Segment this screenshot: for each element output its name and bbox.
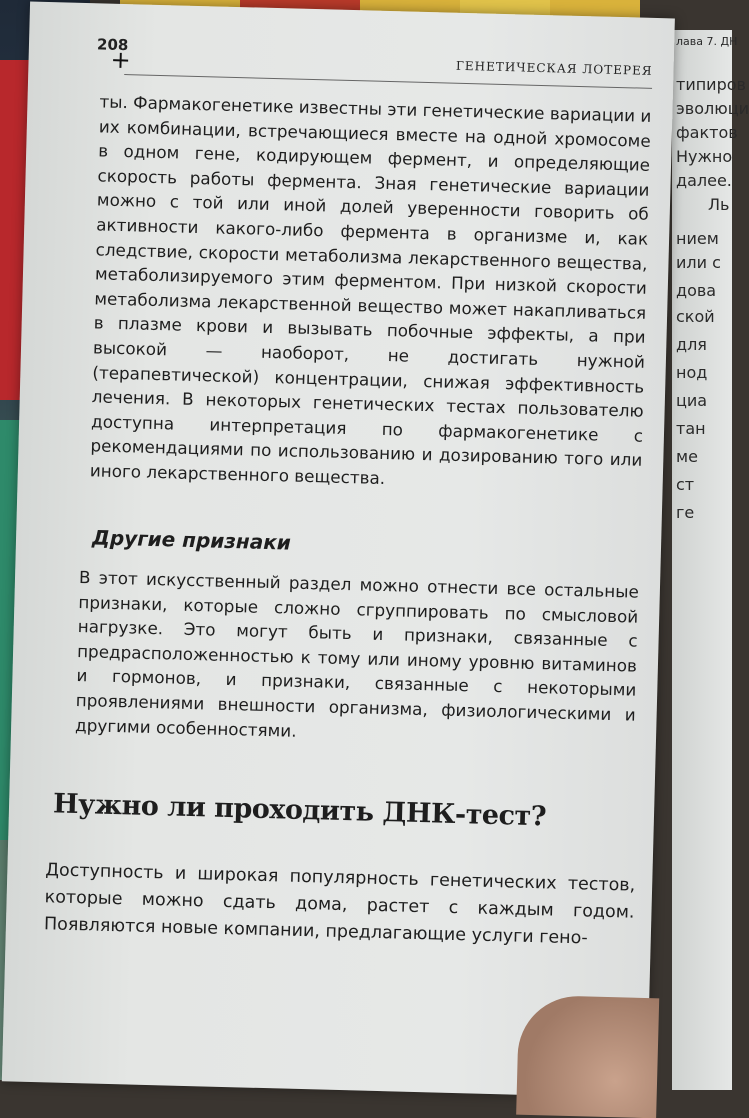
- adjacent-page-fragment: далее.: [676, 171, 732, 190]
- header-rule: [124, 74, 652, 89]
- crop-mark-icon: +: [110, 45, 132, 75]
- adjacent-page-fragment: ст: [676, 475, 695, 494]
- adjacent-page-fragment: дова: [676, 281, 717, 300]
- adjacent-page-fragment: ге: [676, 503, 695, 522]
- adjacent-page-fragment: ской: [676, 307, 715, 326]
- adjacent-page-fragment: для: [676, 335, 707, 354]
- page-header: [92, 33, 653, 88]
- paragraph: В этот искусственный раздел можно отнести все остальные признаки, которые сложно сгруппировать по смысловой нагрузке. Это могут быть и признаки, связанные с предрасположенностью к тому или иному уровню витаминов и гормонов, и признаки, связанные с некоторыми проявлениями внешности организма, физиологическими и другими особенностями.: [74, 567, 640, 741]
- paragraph: ты. Фармакогенетике известны эти генетические вариации и их комбинации, встречающиеся вместе на одной хромосоме в одном гене, кодирующем фермент, и определяющие скорость работы фермента. Зная генетические вариации можно с той или иной долей уверенности говорить об активности какого-либо фермента в организме и, как следствие, скорости метаболизма лекарственного вещества, метаболизируемого этим ферментом. При низкой скорости метаболизма лекарственной вещество может накапливаться в плазме крови и вызывать побочные эффекты, а при высокой — наоборот, не достигать нужной (терапевтической) концентрации, снижая эффективность лечения. В некоторых генетических тестах пользователю доступна интерпретация по фармакогенетике с рекомендациями по использованию и дозированию того или иного лекарственного вещества.: [89, 91, 652, 488]
- adjacent-page-fragment: лава 7. ДН: [676, 35, 738, 48]
- page-number: 208: [96, 35, 129, 55]
- section-heading: Нужно ли проходить ДНК-тест?: [52, 788, 547, 833]
- adjacent-page-fragment: нод: [676, 363, 708, 382]
- adjacent-page-fragment: Нужно: [676, 147, 733, 166]
- adjacent-page-fragment: типиров: [676, 75, 746, 94]
- subheading: Другие признаки: [91, 524, 292, 555]
- adjacent-page-fragment: эволюци: [676, 99, 749, 118]
- adjacent-page-fragment: нием: [676, 229, 719, 248]
- adjacent-page-fragment: ме: [676, 447, 698, 466]
- adjacent-page: [672, 30, 749, 1090]
- book-page: [2, 2, 675, 1099]
- adjacent-page-fragment: или с: [676, 253, 721, 272]
- page-body: [43, 89, 652, 953]
- thumb: [516, 995, 659, 1118]
- adjacent-page-fragment: Ль: [708, 195, 730, 214]
- adjacent-page-fragment: тан: [676, 419, 706, 438]
- paragraph: Доступность и широкая популярность генетических тестов, которые можно сдать дома, растет с каждым годом. Появляются новые компании, предлагающие услуги гено-: [43, 860, 636, 949]
- running-head: ГЕНЕТИЧЕСКАЯ ЛОТЕРЕЯ: [455, 58, 653, 78]
- adjacent-page-fragment: циа: [676, 391, 708, 410]
- adjacent-page-fragment: фактов: [676, 123, 738, 142]
